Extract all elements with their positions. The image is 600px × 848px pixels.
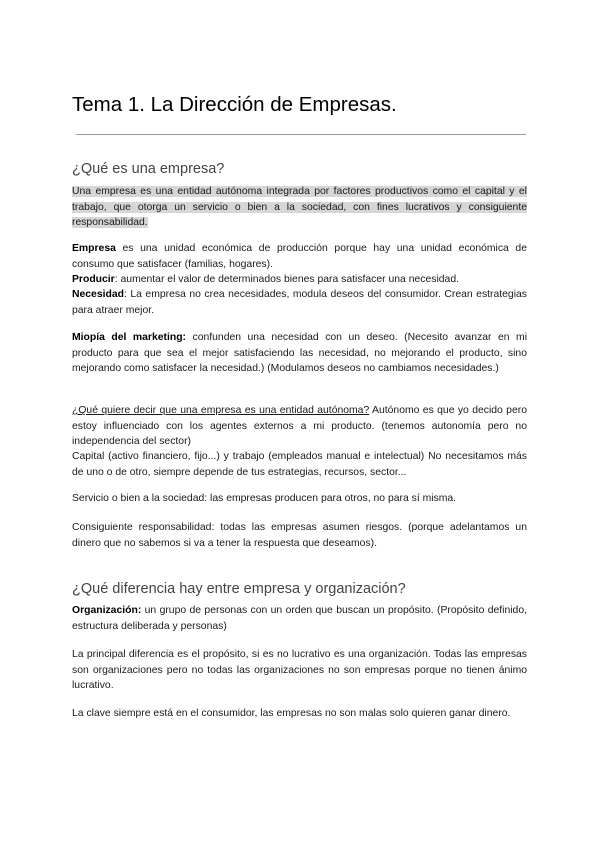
necesidad-text: : La empresa no crea necesidades, modula deseos del consumidor. Crean estrategias para atraer mejor. [72,289,527,316]
empresa-term: Empresa [72,243,116,254]
producir-term: Producir [72,274,115,285]
responsabilidad-paragraph: Consiguiente responsabilidad: todas las empresas asumen riesgos. (porque adelantamos un dinero que no sabemos si va a tener la respuesta que deseamos). [72,522,527,549]
title-divider [76,134,526,135]
highlighted-definition: Una empresa es una entidad autónoma integrada por factores productivos como el capital y el trabajo, que otorga un servicio o bien a la sociedad, con fines lucrativos y consiguiente responsabilidad. [72,186,527,228]
miopia-term: Miopía del marketing: [72,332,187,343]
diferencia-paragraph: La principal diferencia es el propósito, si es no lucrativo es una organización. Todas las empresas son organizaciones pero no todas las organizaciones no son empresas porque no tienen ánimo lucrativo. [72,649,527,691]
producir-paragraph [72,272,527,288]
autonoma-text: Autónomo es que yo decido pero estoy influenciado con los agentes externos a mi producto. (tenemos autonomía pero no independencia del sector) [72,405,527,447]
organizacion-term: Organización: [72,605,142,616]
organizacion-text: un grupo de personas con un orden que buscan un propósito. (Propósito definido, estructura deliberada y personas) [72,605,527,632]
definition-paragraph [72,184,527,231]
organizacion-paragraph [72,603,527,634]
autonoma-question: ¿Qué quiere decir que una empresa es una entidad autónoma? [72,405,370,416]
clave-paragraph: La clave siempre está en el consumidor, las empresas no son malas solo quieren ganar dinero. [72,708,511,719]
miopia-paragraph [72,330,527,377]
capital-paragraph: Capital (activo financiero, fijo...) y trabajo (empleados manual e intelectual) No necesitamos más de uno o de otro, siempre depende de tus estrategias, recursos, sector... [72,451,527,478]
necesidad-paragraph [72,287,527,318]
empresa-text: es una unidad económica de producción porque hay una unidad económica de consumo que satisfacer (familias, hogares). [72,243,527,270]
miopia-text: confunden una necesidad con un deseo. (Necesito avanzar en mi producto para que sea el mejor satisfaciendo las necesidad, no mejorando el producto, sino mejorando como satisfacer la necesidad.) (Modulamos deseos no cambiamos necesidades.) [72,332,527,374]
servicio-paragraph: Servicio o bien a la sociedad: las empresas producen para otros, no para sí misma. [72,493,457,504]
necesidad-term: Necesidad [72,289,124,300]
section-heading-que-es-empresa: ¿Qué es una empresa? [72,161,225,177]
autonoma-paragraph [72,403,527,450]
empresa-paragraph [72,241,527,272]
section-heading-diferencia: ¿Qué diferencia hay entre empresa y organización? [72,581,406,597]
page-title: Tema 1. La Dirección de Empresas. [72,93,397,116]
producir-text: : aumentar el valor de determinados bienes para satisfacer una necesidad. [114,274,459,285]
